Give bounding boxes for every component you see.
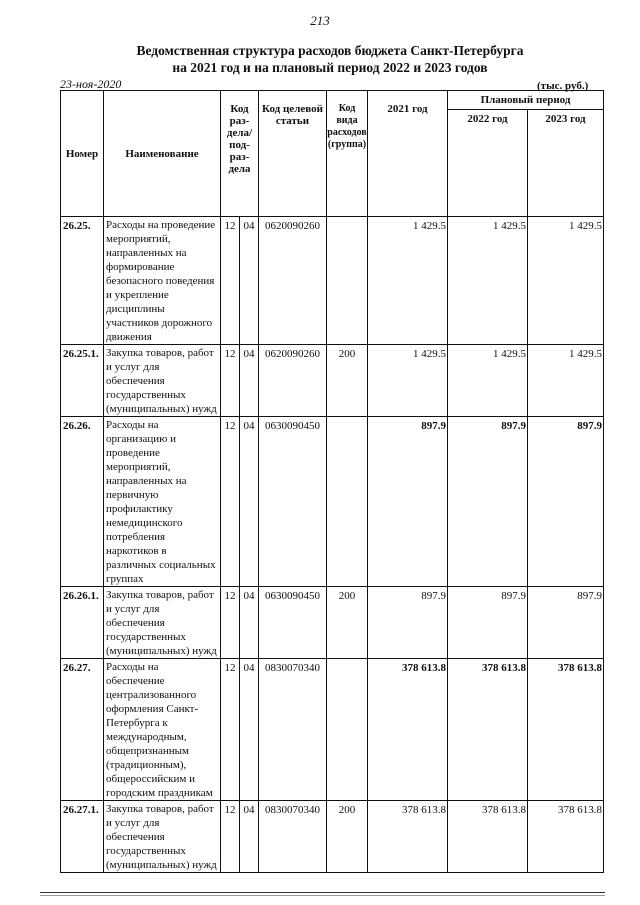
- header-year-2021: 2021 год: [368, 91, 448, 217]
- row-value-2021: 378 613.8: [368, 659, 448, 801]
- row-value-2023: 378 613.8: [528, 659, 604, 801]
- row-value-2023: 1 429.5: [528, 345, 604, 417]
- row-target-code: 0830070340: [259, 801, 327, 873]
- row-subsection: 04: [240, 217, 259, 345]
- row-name: Расходы на организацию и проведение мероприятий, направленных на первичную профилактику немедицинского потребления наркотиков в различных социальных группах: [104, 417, 221, 587]
- document-title: [60, 42, 600, 76]
- header-year-2022: 2022 год: [448, 110, 528, 217]
- row-subsection: 04: [240, 659, 259, 801]
- page-number: 213: [310, 13, 330, 28]
- row-name: Закупка товаров, работ и услуг для обеспечения государственных (муниципальных) нужд: [104, 801, 221, 873]
- row-number: 26.27.1.: [61, 801, 104, 873]
- table-row: [61, 801, 604, 873]
- document-date: 23-ноя-2020: [60, 77, 122, 91]
- row-section: 12: [221, 345, 240, 417]
- row-name: Закупка товаров, работ и услуг для обеспечения государственных (муниципальных) нужд: [104, 587, 221, 659]
- row-number: 26.25.: [61, 217, 104, 345]
- row-value-2023: 897.9: [528, 417, 604, 587]
- row-expense-type: 200: [327, 801, 368, 873]
- row-value-2022: 897.9: [448, 587, 528, 659]
- row-expense-type: [327, 217, 368, 345]
- row-value-2021: 378 613.8: [368, 801, 448, 873]
- header-name: Наименование: [104, 91, 221, 217]
- row-value-2022: 1 429.5: [448, 345, 528, 417]
- row-expense-type: 200: [327, 345, 368, 417]
- row-expense-type: [327, 659, 368, 801]
- table-row: [61, 417, 604, 587]
- table-row: [61, 217, 604, 345]
- row-number: 26.25.1.: [61, 345, 104, 417]
- title-line-2: на 2021 год и на плановый период 2022 и 2023 годов: [172, 60, 488, 75]
- row-target-code: 0630090450: [259, 417, 327, 587]
- row-value-2022: 897.9: [448, 417, 528, 587]
- header-expense-type-code: Код вида расходов (группа): [327, 91, 368, 217]
- row-value-2022: 1 429.5: [448, 217, 528, 345]
- row-section: 12: [221, 801, 240, 873]
- row-value-2022: 378 613.8: [448, 801, 528, 873]
- row-name: Расходы на проведение мероприятий, направленных на формирование безопасного поведения и укрепление дисциплины участников дорожного движения: [104, 217, 221, 345]
- row-value-2021: 897.9: [368, 587, 448, 659]
- row-section: 12: [221, 587, 240, 659]
- row-number: 26.27.: [61, 659, 104, 801]
- row-expense-type: [327, 417, 368, 587]
- row-section: 12: [221, 417, 240, 587]
- page-bottom-rule: [40, 892, 605, 896]
- row-expense-type: 200: [327, 587, 368, 659]
- table-row: [61, 587, 604, 659]
- budget-table: [60, 90, 604, 873]
- row-value-2022: 378 613.8: [448, 659, 528, 801]
- header-section-code: Код раз- дела/ под- раз- дела: [221, 91, 259, 217]
- row-name: Расходы на обеспечение централизованного оформления Санкт-Петербурга к международным, общепризнанным (традиционным), общероссийским и городским праздникам: [104, 659, 221, 801]
- header-number: Номер: [61, 91, 104, 217]
- header-year-2023: 2023 год: [528, 110, 604, 217]
- row-section: 12: [221, 217, 240, 345]
- row-number: 26.26.: [61, 417, 104, 587]
- units-label: (тыс. руб.): [537, 80, 589, 92]
- row-value-2021: 1 429.5: [368, 345, 448, 417]
- row-subsection: 04: [240, 801, 259, 873]
- row-subsection: 04: [240, 587, 259, 659]
- row-target-code: 0830070340: [259, 659, 327, 801]
- row-value-2023: 1 429.5: [528, 217, 604, 345]
- row-section: 12: [221, 659, 240, 801]
- row-subsection: 04: [240, 417, 259, 587]
- row-name: Закупка товаров, работ и услуг для обеспечения государственных (муниципальных) нужд: [104, 345, 221, 417]
- row-target-code: 0620090260: [259, 217, 327, 345]
- title-line-1: Ведомственная структура расходов бюджета Санкт-Петербурга: [136, 43, 524, 58]
- header-planned-period: Плановый период: [448, 91, 604, 110]
- row-target-code: 0620090260: [259, 345, 327, 417]
- row-value-2021: 1 429.5: [368, 217, 448, 345]
- row-value-2021: 897.9: [368, 417, 448, 587]
- table-row: [61, 659, 604, 801]
- row-value-2023: 897.9: [528, 587, 604, 659]
- row-subsection: 04: [240, 345, 259, 417]
- header-target-code: Код целевой статьи: [259, 91, 327, 217]
- row-value-2023: 378 613.8: [528, 801, 604, 873]
- row-target-code: 0630090450: [259, 587, 327, 659]
- row-number: 26.26.1.: [61, 587, 104, 659]
- table-row: [61, 345, 604, 417]
